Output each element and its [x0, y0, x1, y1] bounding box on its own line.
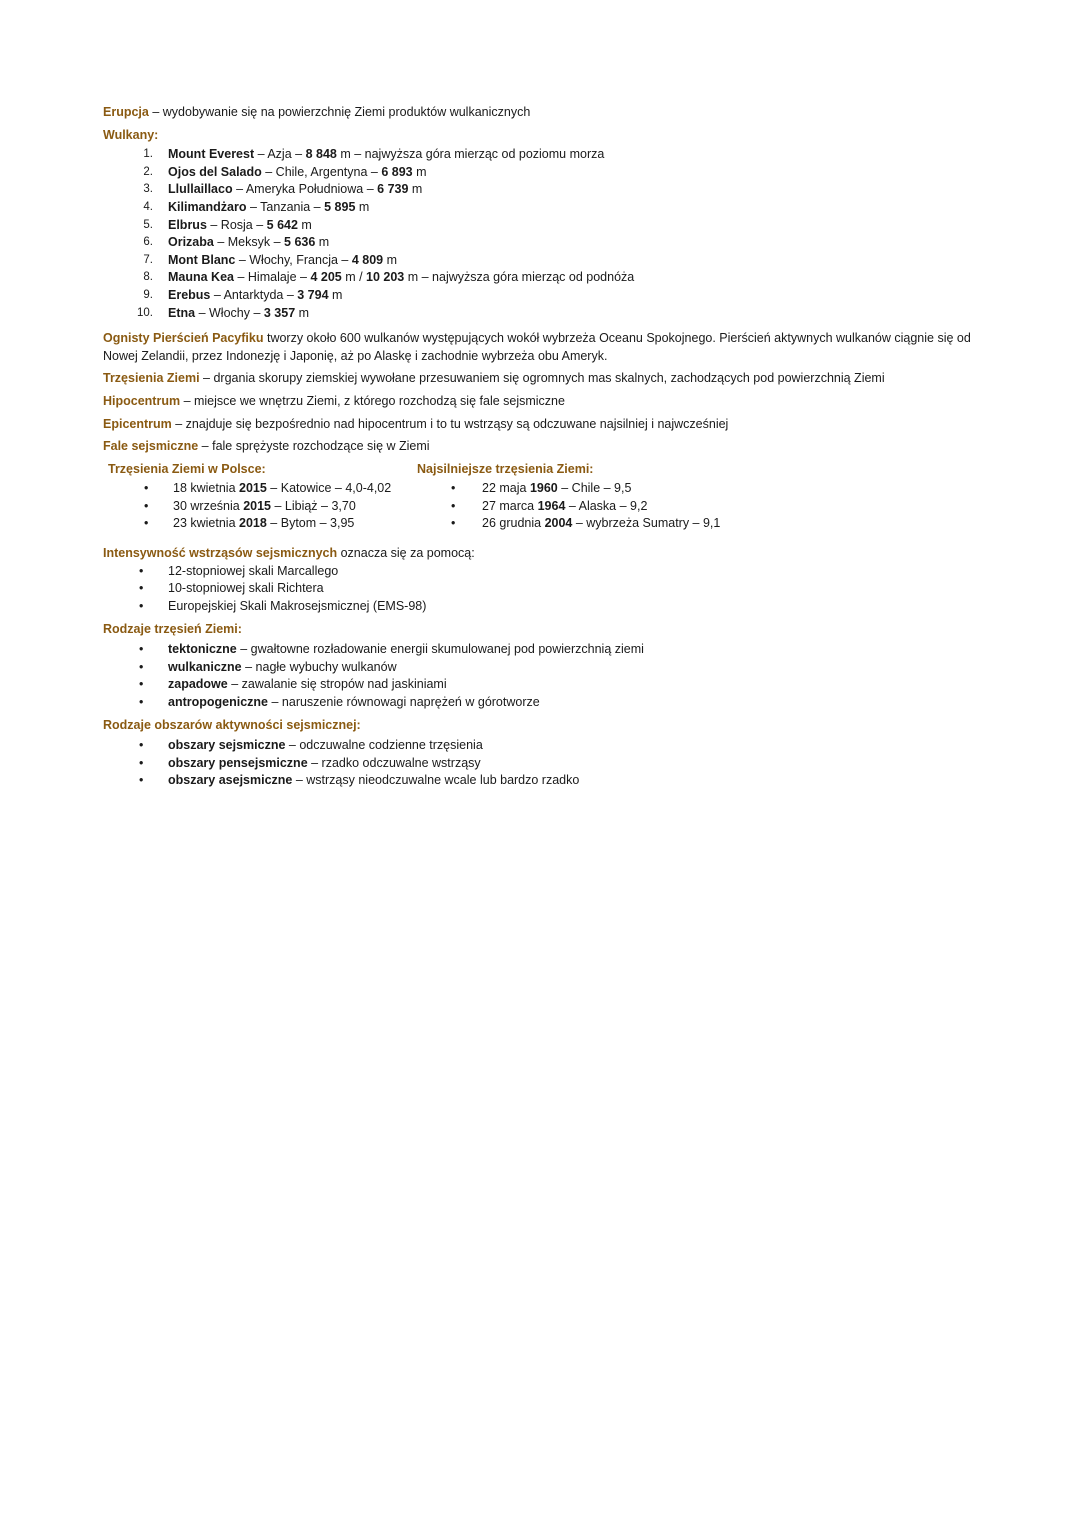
volcano-note: m — [315, 235, 330, 250]
definition-seismic-waves — [103, 438, 983, 456]
place-magnitude: – Katowice – 4,0-4,02 — [266, 481, 392, 496]
volcano-item — [103, 164, 983, 182]
ring-of-fire-text: tworzy około 600 wulkanów występujących wokół wybrzeża Oceanu Spokojnego. Pierścień aktywnych wulkanów ciągnie się od Nowej Zelandii, przez Indonezję i Japonię, aż po Alaskę i zachodnie wybrzeża obu Ameryk. — [103, 331, 971, 363]
item-number: 1. — [143, 148, 153, 161]
volcano-item — [103, 199, 983, 217]
poland-heading: Trzęsienia Ziemi w Polsce: — [108, 461, 266, 476]
poland-list — [103, 480, 417, 533]
volcano-height: 4 809 — [351, 252, 384, 267]
volcano-location: – Meksyk – — [213, 235, 285, 250]
volcano-location: – Chile, Argentyna – — [261, 164, 382, 179]
volcano-item — [103, 234, 983, 252]
place-magnitude: – Chile – 9,5 — [557, 481, 632, 496]
date-text: 30 września — [173, 498, 244, 513]
area-description: – odczuwalne codzienne trzęsienia — [285, 738, 483, 752]
volcano-item — [103, 217, 983, 235]
volcano-name: Ojos del Salado — [168, 164, 262, 179]
seismic-areas-list — [103, 737, 983, 790]
intensity-list — [103, 563, 983, 616]
volcano-location: – Himalaje – — [234, 270, 311, 285]
date-text: 22 maja — [482, 481, 530, 496]
volcano-note: m — [408, 182, 423, 197]
document-content — [103, 104, 983, 796]
eruption-text: – wydobywanie się na powierzchnię Ziemi produktów wulkanicznych — [148, 105, 531, 119]
place-magnitude: – Bytom – 3,95 — [266, 516, 355, 531]
item-number: 8. — [143, 271, 153, 284]
volcano-name: Mount Everest — [168, 147, 255, 162]
volcano-height: 3 794 — [297, 287, 329, 302]
place-magnitude: – Alaska – 9,2 — [565, 498, 648, 513]
volcano-note: m – najwyższa góra mierząc od poziomu morza — [336, 147, 605, 162]
volcano-item — [103, 269, 983, 287]
quake-types-list — [103, 641, 983, 711]
volcano-item — [103, 305, 983, 323]
term-intensity: Intensywność wstrząsów sejsmicznych — [103, 546, 338, 561]
item-number: 10. — [137, 306, 153, 319]
year: 2015 — [239, 481, 267, 496]
volcano-name: Elbrus — [168, 217, 207, 232]
poland-earthquakes — [103, 461, 417, 539]
list-item — [417, 515, 917, 533]
volcano-item — [103, 146, 983, 164]
volcano-height: 3 357 — [263, 305, 296, 320]
type-name: tektoniczne — [168, 642, 237, 657]
year: 2004 — [544, 516, 573, 531]
volcano-location: – Tanzania – — [246, 199, 325, 214]
volcano-item — [103, 181, 983, 199]
term-ring-of-fire: Ognisty Pierścień Pacyfiku — [103, 331, 264, 346]
volcano-note: m — [297, 217, 312, 232]
area-description: – rzadko odczuwalne wstrząsy — [307, 755, 481, 770]
type-description: – naruszenie równowagi naprężeń w górotworze — [268, 694, 540, 709]
strongest-heading: Najsilniejsze trzęsienia Ziemi: — [417, 461, 594, 476]
date-text: 26 grudnia — [482, 516, 545, 531]
area-name: obszary asejsmiczne — [168, 773, 293, 788]
volcano-item — [103, 287, 983, 305]
definition-text: – miejsce we wnętrzu Ziemi, z którego rozchodzą się fale sejsmiczne — [180, 393, 565, 408]
volcano-location: – Włochy, Francja – — [235, 252, 352, 267]
list-item — [103, 641, 983, 659]
year: 2015 — [243, 498, 271, 513]
list-item — [103, 659, 983, 677]
volcanoes-list — [103, 146, 983, 322]
strongest-list — [417, 480, 917, 533]
item-number: 4. — [143, 200, 153, 213]
item-number: 5. — [143, 218, 153, 231]
definition-text: – znajduje się bezpośrednio nad hipocentrum i to tu wstrząsy są odczuwane najsilniej i najwcześniej — [171, 416, 729, 431]
item-number: 3. — [143, 183, 153, 196]
volcano-location: – Ameryka Południowa – — [232, 182, 378, 197]
volcano-note: m — [383, 252, 398, 267]
year: 1960 — [529, 481, 558, 496]
definition-text: – drgania skorupy ziemskiej wywołane przesuwaniem się ogromnych mas skalnych, zachodzących pod powierzchnią Ziemi — [199, 371, 885, 386]
quake-types-heading: Rodzaje trzęsień Ziemi: — [103, 622, 242, 637]
definition-epicenter — [103, 416, 983, 434]
year: 1964 — [537, 498, 566, 513]
ring-of-fire-paragraph — [103, 330, 983, 365]
volcano-name: Etna — [168, 305, 196, 320]
list-item — [417, 480, 917, 498]
volcano-name: Kilimandżaro — [168, 199, 247, 214]
intensity-text: oznacza się za pomocą: — [337, 546, 475, 561]
item-number: 6. — [143, 236, 153, 249]
place-magnitude: – wybrzeża Sumatry – 9,1 — [572, 516, 721, 531]
list-item — [103, 772, 983, 790]
place-magnitude: – Libiąż – 3,70 — [271, 498, 356, 513]
volcano-location: – Włochy – — [195, 305, 264, 320]
eruption-definition — [103, 104, 983, 122]
volcano-height: 6 893 — [381, 164, 413, 179]
list-item — [103, 676, 983, 694]
volcanoes-heading: Wulkany: — [103, 127, 159, 142]
volcano-location: – Azja – — [254, 147, 306, 162]
type-name: wulkaniczne — [168, 659, 242, 674]
term: Epicentrum — [103, 416, 172, 431]
volcano-height: 5 636 — [284, 235, 316, 250]
term: Fale sejsmiczne — [103, 439, 199, 454]
list-item: • 10-stopniowej skali Richtera — [103, 580, 983, 598]
volcano-location: – Rosja – — [206, 217, 267, 232]
volcano-name: Erebus — [168, 287, 211, 302]
definition-text: – fale sprężyste rozchodzące się w Ziemi — [198, 439, 430, 454]
list-item: • Europejskiej Skali Makrosejsmicznej (EMS-98) — [103, 598, 983, 616]
volcano-height: 5 642 — [266, 217, 298, 232]
volcano-note-2: m – najwyższa góra mierząc od podnóża — [404, 270, 635, 285]
list-item — [103, 515, 417, 533]
volcano-name: Mauna Kea — [168, 270, 234, 285]
area-name: obszary pensejsmiczne — [168, 755, 308, 770]
type-name: antropogeniczne — [168, 694, 269, 709]
definition-hypocenter — [103, 393, 983, 411]
item-number: 9. — [143, 288, 153, 301]
volcano-note: m — [328, 287, 343, 302]
seismic-areas-heading: Rodzaje obszarów aktywności sejsmicznej: — [103, 718, 361, 733]
type-description: – gwałtowne rozładowanie energii skumulowanej pod powierzchnią ziemi — [236, 642, 644, 657]
volcano-item — [103, 252, 983, 270]
volcano-height: 5 895 — [324, 199, 356, 214]
list-item — [103, 737, 983, 755]
volcano-location: – Antarktyda – — [210, 287, 298, 302]
volcano-height: 6 739 — [377, 182, 409, 197]
volcano-note: m — [355, 199, 370, 214]
area-name: obszary sejsmiczne — [168, 738, 286, 752]
volcano-note: m — [412, 164, 427, 179]
volcano-name: Llullaillaco — [168, 182, 233, 197]
term-eruption: Erupcja — [103, 105, 149, 119]
volcano-height: 8 848 — [305, 147, 337, 162]
list-item — [103, 498, 417, 516]
volcano-note: m / — [341, 270, 367, 285]
year: 2018 — [239, 516, 267, 531]
volcano-height-2: 10 203 — [366, 270, 405, 285]
strongest-earthquakes — [417, 461, 917, 539]
list-item — [103, 480, 417, 498]
type-description: – nagłe wybuchy wulkanów — [241, 659, 397, 674]
volcano-note: m — [295, 305, 310, 320]
area-description: – wstrząsy nieodczuwalne wcale lub bardzo rzadko — [292, 773, 580, 788]
type-description: – zawalanie się stropów nad jaskiniami — [227, 677, 447, 692]
definition-earthquake — [103, 370, 983, 388]
item-number: 7. — [143, 253, 153, 266]
list-item — [103, 694, 983, 712]
date-text: 23 kwietnia — [173, 516, 240, 531]
volcano-height: 4 205 — [310, 270, 342, 285]
term: Hipocentrum — [103, 393, 181, 408]
item-number: 2. — [143, 165, 153, 178]
term: Trzęsienia Ziemi — [103, 371, 200, 386]
list-item — [103, 755, 983, 773]
volcano-name: Orizaba — [168, 235, 214, 250]
date-text: 18 kwietnia — [173, 481, 240, 496]
date-text: 27 marca — [482, 498, 538, 513]
volcano-name: Mont Blanc — [168, 252, 236, 267]
intensity-intro — [103, 545, 983, 563]
type-name: zapadowe — [168, 677, 228, 692]
earthquake-columns — [103, 461, 983, 539]
list-item — [417, 498, 917, 516]
list-item: • 12-stopniowej skali Marcallego — [103, 563, 983, 581]
